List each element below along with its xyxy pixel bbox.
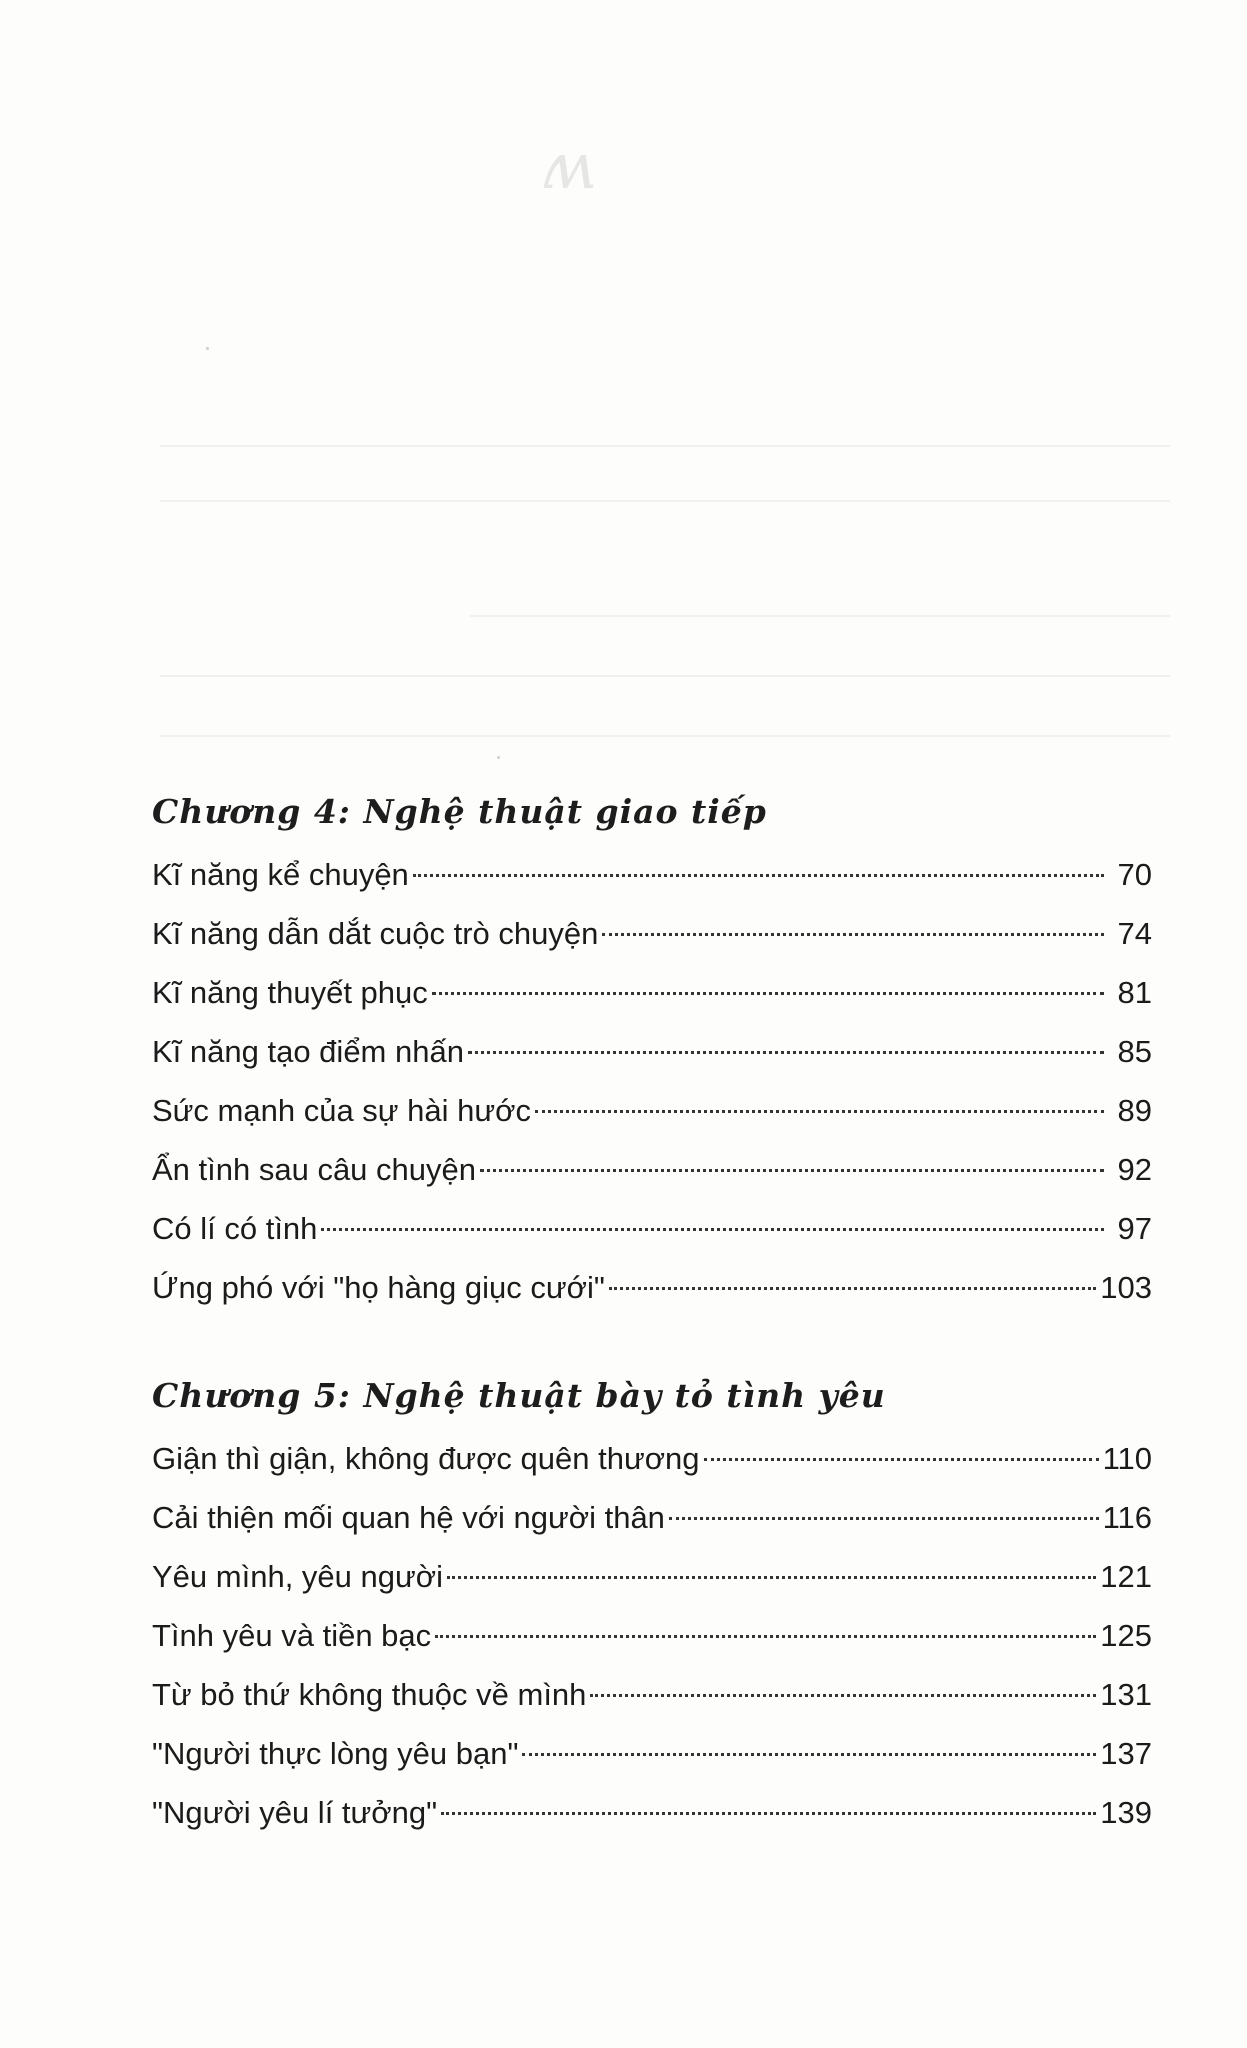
toc-entry [152, 1199, 1152, 1258]
toc-leader-dots [704, 1458, 1099, 1461]
toc-leader-dots [321, 1228, 1104, 1231]
toc-entry-title: Yêu mình, yêu người [152, 1559, 443, 1594]
toc-entry [152, 1724, 1152, 1783]
toc-leader-dots [468, 1051, 1104, 1054]
toc-leader-dots [480, 1169, 1104, 1172]
toc-entry [152, 1258, 1152, 1317]
toc-entry [152, 845, 1152, 904]
toc-entry [152, 1488, 1152, 1547]
toc-entry-page: 137 [1100, 1736, 1152, 1771]
show-through-line [470, 615, 1170, 617]
toc-entry-title: Sức mạnh của sự hài hước [152, 1093, 531, 1128]
toc-entry-page: 70 [1117, 857, 1152, 892]
toc-leader-dots [432, 992, 1104, 995]
show-through-line [160, 445, 1170, 447]
show-through-mark [206, 347, 209, 350]
chapter-4-section [152, 783, 1152, 1317]
toc-entry-title: Ứng phó với "họ hàng giục cưới" [152, 1270, 605, 1305]
toc-entry-page: 85 [1117, 1034, 1152, 1069]
chapter-5-section [152, 1367, 1152, 1842]
toc-leader-dots [441, 1812, 1096, 1815]
toc-leader-dots [609, 1287, 1096, 1290]
show-through-line [160, 500, 1170, 502]
toc-entry-page: 74 [1117, 916, 1152, 951]
toc-entry [152, 1665, 1152, 1724]
toc-entry-title: Kĩ năng tạo điểm nhấn [152, 1034, 464, 1069]
toc-entry [152, 1429, 1152, 1488]
toc-entry-page: 139 [1100, 1795, 1152, 1830]
toc-entry-title: Kĩ năng dẫn dắt cuộc trò chuyện [152, 916, 599, 951]
toc-entry-page: 116 [1102, 1500, 1152, 1535]
toc-leader-dots [535, 1110, 1104, 1113]
toc-entry-page: 125 [1100, 1618, 1152, 1653]
toc-leader-dots [435, 1635, 1096, 1638]
toc-entry-page: 81 [1117, 975, 1152, 1010]
toc-entry-title: "Người yêu lí tưởng" [152, 1795, 438, 1830]
show-through-title: ʍ [540, 130, 599, 204]
toc-entry [152, 904, 1152, 963]
toc-entry-page: 110 [1102, 1441, 1152, 1476]
toc-entry-title: Kĩ năng thuyết phục [152, 975, 428, 1010]
toc-entry-title: Kĩ năng kể chuyện [152, 857, 409, 892]
toc-entry-page: 97 [1117, 1211, 1152, 1246]
toc-entry-title: Tình yêu và tiền bạc [152, 1618, 432, 1653]
toc-entry-title: Giận thì giận, không được quên thương [152, 1441, 700, 1476]
toc-leader-dots [447, 1576, 1096, 1579]
chapter-heading: Chương 5: Nghệ thuật bày tỏ tình yêu [152, 1376, 886, 1415]
toc-entry-page: 89 [1117, 1093, 1152, 1128]
toc-leader-dots [522, 1753, 1096, 1756]
toc-leader-dots [413, 874, 1104, 877]
toc-entry-page: 131 [1100, 1677, 1152, 1712]
toc-leader-dots [669, 1517, 1099, 1520]
toc-leader-dots [602, 933, 1104, 936]
toc-entry-page: 103 [1100, 1270, 1152, 1305]
toc-entry [152, 963, 1152, 1022]
toc-entry-title: Có lí có tình [152, 1211, 318, 1246]
toc-entry [152, 1783, 1152, 1842]
toc-leader-dots [590, 1694, 1096, 1697]
toc-entry-title: Cải thiện mối quan hệ với người thân [152, 1500, 665, 1535]
toc-entry-title: Từ bỏ thứ không thuộc về mình [152, 1677, 587, 1712]
show-through-mark [497, 756, 500, 759]
toc-entry-title: Ẩn tình sau câu chuyện [152, 1152, 477, 1187]
show-through-line [160, 735, 1170, 737]
show-through-line [160, 675, 1170, 677]
toc-entry [152, 1140, 1152, 1199]
toc-entry-title: "Người thực lòng yêu bạn" [152, 1736, 519, 1771]
chapter-heading: Chương 4: Nghệ thuật giao tiếp [152, 792, 767, 831]
toc-entry-page: 121 [1100, 1559, 1152, 1594]
toc-entry [152, 1022, 1152, 1081]
toc-entry [152, 1547, 1152, 1606]
toc-entry-page: 92 [1117, 1152, 1152, 1187]
toc-entry [152, 1606, 1152, 1665]
toc-entry [152, 1081, 1152, 1140]
